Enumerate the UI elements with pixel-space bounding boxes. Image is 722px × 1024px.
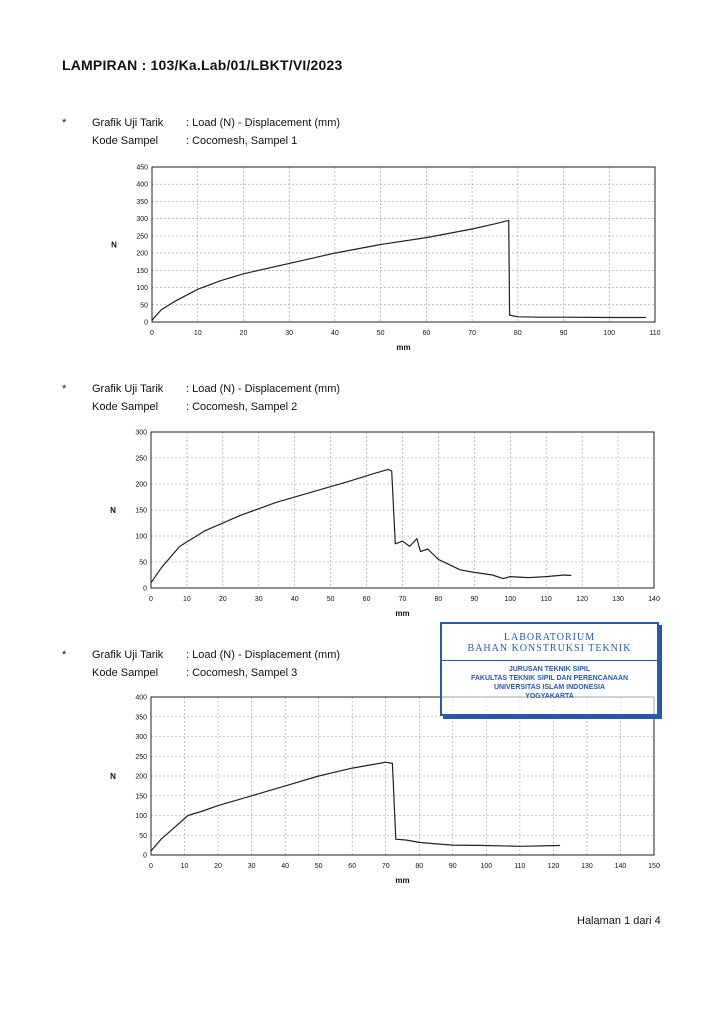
x-tick-label: 20 xyxy=(214,863,222,870)
caption-value: : Cocomesh, Sampel 2 xyxy=(186,401,298,413)
plot-frame xyxy=(151,697,654,855)
y-tick-label: 100 xyxy=(135,533,147,541)
stamp-line: BAHAN KONSTRUKSI TEKNIK xyxy=(442,643,657,661)
y-tick-label: 0 xyxy=(143,585,147,593)
x-tick-label: 110 xyxy=(514,863,526,870)
y-tick-label: 50 xyxy=(139,559,147,567)
x-tick-label: 60 xyxy=(362,596,371,603)
y-tick-label: 150 xyxy=(135,507,147,515)
laboratory-stamp xyxy=(440,622,659,716)
series-line xyxy=(151,762,560,851)
x-tick-label: 50 xyxy=(314,863,323,870)
x-tick-label: 80 xyxy=(513,330,522,337)
y-tick-label: 50 xyxy=(139,832,147,840)
y-tick-label: 450 xyxy=(136,164,148,172)
y-tick-label: 250 xyxy=(135,753,147,761)
x-tick-label: 140 xyxy=(614,863,627,870)
caption-label: Grafik Uji Tarik xyxy=(92,649,164,661)
stamp-line: YOGYAKARTA xyxy=(525,693,574,700)
x-axis-label: mm xyxy=(396,343,411,352)
x-tick-label: 50 xyxy=(326,596,335,603)
x-tick-label: 0 xyxy=(149,863,153,870)
x-tick-label: 90 xyxy=(470,596,479,603)
y-tick-label: 300 xyxy=(135,429,147,437)
x-tick-label: 90 xyxy=(559,330,568,337)
document-title: LAMPIRAN : 103/Ka.Lab/01/LBKT/VI/2023 xyxy=(62,57,343,73)
caption-value: : Load (N) - Displacement (mm) xyxy=(186,649,341,661)
x-tick-label: 70 xyxy=(468,330,476,337)
x-tick-label: 150 xyxy=(648,863,660,870)
caption-value: : Load (N) - Displacement (mm) xyxy=(186,383,341,395)
y-tick-label: 350 xyxy=(136,198,148,206)
y-axis-label: N xyxy=(111,240,117,250)
x-tick-label: 50 xyxy=(376,330,385,337)
x-tick-label: 60 xyxy=(422,330,431,337)
y-tick-label: 400 xyxy=(135,694,147,702)
stamp-line: JURUSAN TEKNIK SIPIL xyxy=(508,666,591,673)
y-tick-label: 300 xyxy=(136,216,148,224)
stamp-line: FAKULTAS TEKNIK SIPIL DAN PERENCANAAN xyxy=(470,675,629,682)
x-tick-label: 120 xyxy=(547,863,560,870)
y-tick-label: 50 xyxy=(140,302,148,310)
y-axis-label: N xyxy=(110,772,116,781)
y-tick-label: 150 xyxy=(136,267,148,275)
caption-label: Kode Sampel xyxy=(92,135,159,147)
x-tick-label: 10 xyxy=(193,330,202,337)
x-tick-label: 0 xyxy=(150,330,154,337)
x-tick-label: 80 xyxy=(434,596,443,603)
x-tick-label: 130 xyxy=(612,596,624,603)
y-tick-label: 250 xyxy=(135,455,147,463)
x-tick-label: 40 xyxy=(331,330,339,337)
x-tick-label: 90 xyxy=(448,863,457,870)
caption-label: Grafik Uji Tarik xyxy=(92,383,164,395)
y-tick-label: 350 xyxy=(135,714,147,722)
stamp-line: UNIVERSITAS ISLAM INDONESIA xyxy=(493,684,606,691)
x-tick-label: 70 xyxy=(398,596,407,603)
caption-value: : Load (N) - Displacement (mm) xyxy=(186,117,341,129)
y-tick-label: 200 xyxy=(135,773,147,781)
x-tick-label: 20 xyxy=(239,330,248,337)
y-tick-label: 400 xyxy=(136,181,148,189)
y-tick-label: 200 xyxy=(135,481,147,489)
x-tick-label: 30 xyxy=(285,330,294,337)
y-tick-label: 250 xyxy=(136,233,148,241)
page-number: Halaman 1 dari 4 xyxy=(577,915,661,927)
x-tick-label: 130 xyxy=(581,863,593,870)
y-tick-label: 0 xyxy=(144,319,148,327)
caption-label: Kode Sampel xyxy=(92,401,159,413)
x-tick-label: 40 xyxy=(290,596,299,603)
x-tick-label: 40 xyxy=(281,863,290,870)
caption-value: : Cocomesh, Sampel 3 xyxy=(186,667,298,679)
x-tick-label: 80 xyxy=(415,863,424,870)
y-tick-label: 0 xyxy=(143,852,147,860)
y-axis-label: N xyxy=(110,506,116,515)
caption-value: : Cocomesh, Sampel 1 xyxy=(186,135,298,147)
x-tick-label: 10 xyxy=(183,596,191,603)
caption-label: Grafik Uji Tarik xyxy=(92,117,164,129)
x-tick-label: 120 xyxy=(576,596,588,603)
y-tick-label: 100 xyxy=(135,813,147,820)
x-tick-label: 30 xyxy=(247,863,256,870)
x-tick-label: 110 xyxy=(649,330,661,337)
x-tick-label: 0 xyxy=(149,596,153,603)
x-tick-label: 140 xyxy=(648,596,660,603)
bullet-star: * xyxy=(62,649,67,661)
y-tick-label: 300 xyxy=(135,734,147,741)
y-tick-label: 200 xyxy=(136,250,148,258)
caption-label: Kode Sampel xyxy=(92,667,159,679)
x-tick-label: 30 xyxy=(254,596,263,603)
bullet-star: * xyxy=(62,383,67,395)
x-tick-label: 60 xyxy=(348,863,357,870)
x-tick-label: 100 xyxy=(504,596,517,603)
x-tick-label: 20 xyxy=(218,596,227,603)
x-tick-label: 100 xyxy=(603,330,616,337)
y-tick-label: 100 xyxy=(136,285,148,293)
x-tick-label: 100 xyxy=(480,863,493,870)
y-tick-label: 150 xyxy=(135,793,147,801)
x-axis-label: mm xyxy=(395,876,410,885)
x-tick-label: 10 xyxy=(180,863,189,870)
x-tick-label: 110 xyxy=(540,596,552,603)
stamp-line: LABORATORIUM xyxy=(503,632,596,643)
x-axis-label: mm xyxy=(395,609,410,618)
x-tick-label: 70 xyxy=(381,863,390,870)
bullet-star: * xyxy=(62,117,67,129)
